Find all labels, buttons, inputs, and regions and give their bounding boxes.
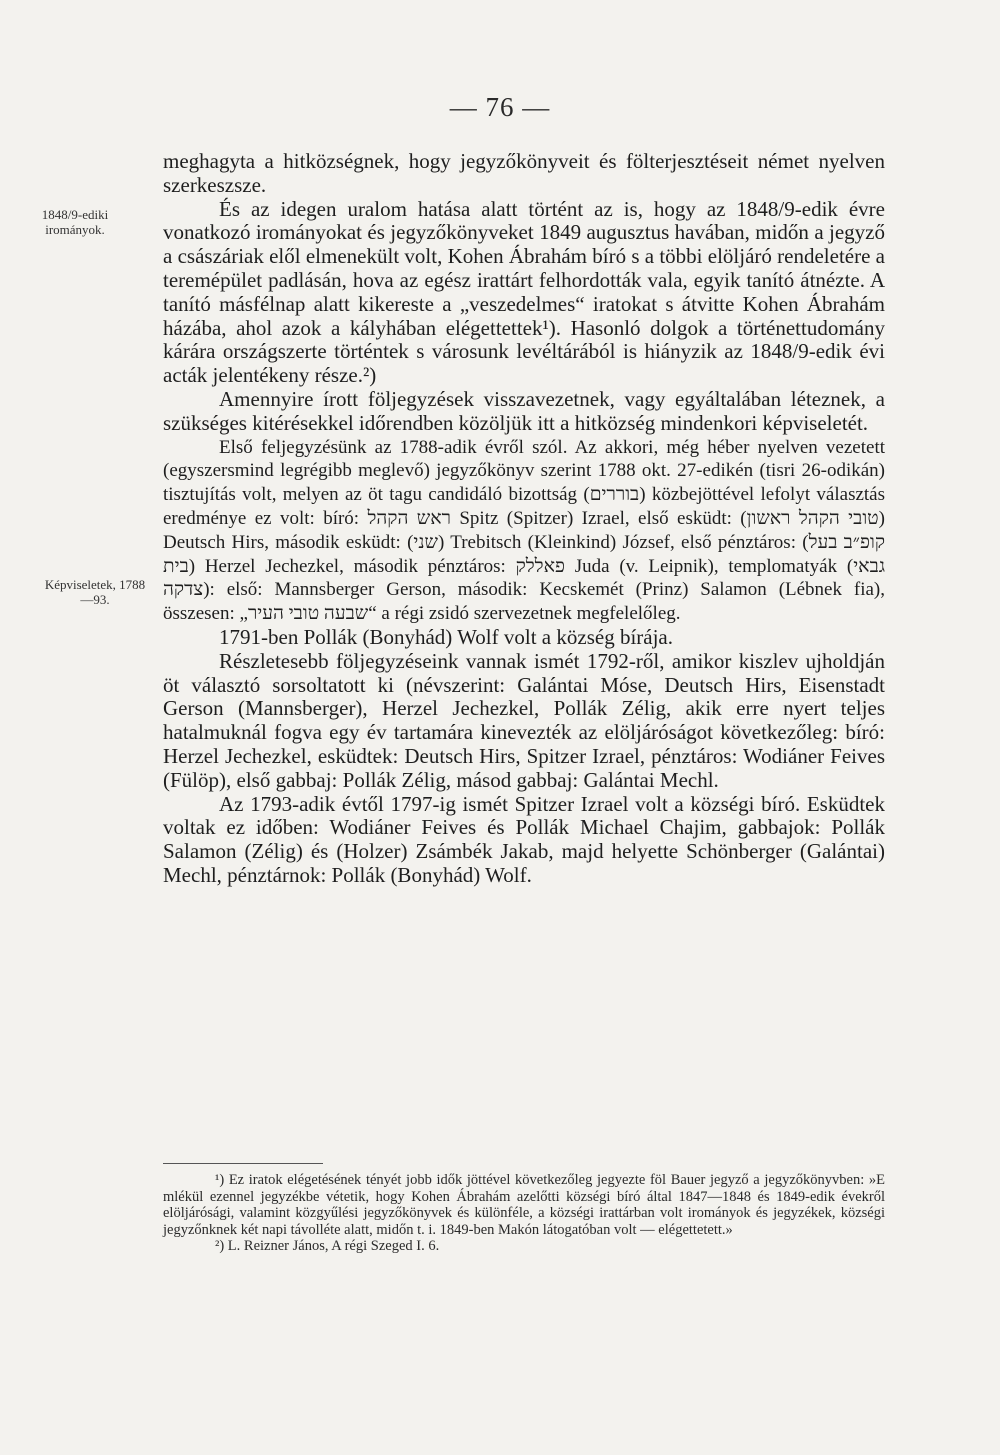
body-text xyxy=(163,150,885,888)
margin-note-kepviseletek: Képviseletek, 1788—93. xyxy=(44,577,146,607)
paragraph: Első feljegyzésünk az 1788-adik évről szól. Az akkori, még héber nyelven vezetett (egyszersmind legrégibb meglevő) jegyzőkönyv szerint 1788 okt. 27-edikén (tisri 26-odikán) tisztujítás volt, melyen az öt tagu candidáló bizottság (בוררים) közbejöttével lefolyt választás eredménye ez volt: bíró: ראש הקהל Spitz (Spitzer) Izrael, első esküdt: (טובי הקהל ראשון) Deutsch Hirs, második esküdt: (שני) Trebitsch (Kleinkind) József, első pénztáros: (קופ״ב בעל בית) Herzel Jechezkel, második pénztáros: פאללק Juda (v. Leipnik), templomatyák (גבאי צדקה): első: Mannsberger Gerson, második: Kecskemét (Prinz) Salamon (Lébnek fia), összesen: „שבעה טובי העיר“ a régi zsidó szervezetnek megfelelőleg. xyxy=(163,436,885,625)
paragraph: És az idegen uralom hatása alatt történt az is, hogy az 1848/9-edik évre vonatkozó irományokat és jegyzőkönyveket 1849 augusztus havában, midőn a jegyző a császáriak elől elmenekült volt, Kohen Ábrahám bíró s a többi elöljáró rendeletére a teremépület padlásán, hova az egész irattárt felhordották vala, egyik tanító átnézte. A tanító másfélnap alatt kikereste a „veszedelmes“ iratokat s átvitte Kohen Ábrahám házába, ahol azok a kályhában elégettettek¹). Hasonló dolgok a történettudomány kárára országszerte történtek s városunk levéltárából is hiányzik az 1848/9-edik évi acták jelentékeny része.²) xyxy=(163,196,885,388)
margin-note-irományok: 1848/9-ediki irományok. xyxy=(41,207,109,237)
paragraph: Részletesebb följegyzéseink vannak ismét 1792-ről, amikor kiszlev ujholdján öt választó sorsoltatott ki (névszerint: Galántai Móse, Deutsch Hirs, Eisenstadt Gerson (Mannsberger), Herzel Jechezkel, Pollák Zélig, akik erre nyert teljes hatalmuknál fogva egy év tartamára kinevezték az elöljáróságot következőleg: bíró: Herzel Jechezkel, esküdtek: Deutsch Hirs, Spitzer Izrael, pénztáros: Wodiáner Feives (Fülöp), első gabbaj: Pollák Zélig, másod gabbaj: Galántai Mechl. xyxy=(163,648,885,792)
page-number: — 76 — xyxy=(449,92,551,122)
paragraph: meghagyta a hitközségnek, hogy jegyzőkönyveit és fölterjesztéseit német nyelven szerkeszsze. xyxy=(163,149,885,197)
footnote: ¹) Ez iratok elégetésének tényét jobb idők jöttével következőleg jegyezte föl Bauer jegyző a jegyzőkönyvben: »E mlékül ezennel jegyzékbe vétetik, hogy Kohen Ábrahám azelőtti községi bíró által 1847—1848 és 1849-edik évekről elöljárósági, valamint közgyűlési jegyzőkönyvek és különféle, a községi irattárban volt irományok és jegyzékek, községi jegyzőnknek két napi távolléte alatt, midőn t. i. 1849-ben Makón látogatóban volt — elégettetett.» xyxy=(163,1172,885,1238)
footnote: ²) L. Reizner János, A régi Szeged I. 6. xyxy=(215,1238,440,1254)
paragraph: Amennyire írott följegyzések visszavezetnek, vagy egyáltalában léteznek, a szükséges kitérésekkel időrendben közöljük itt a hitközség mindenkori képviseletét. xyxy=(163,386,885,435)
footnote-divider xyxy=(163,1163,323,1164)
footnotes xyxy=(163,1172,885,1255)
paragraph: 1791-ben Pollák (Bonyhád) Wolf volt a község bírája. xyxy=(219,624,673,649)
paragraph: Az 1793-adik évtől 1797-ig ismét Spitzer Izrael volt a községi bíró. Esküdtek voltak ez időben: Wodiáner Feives és Pollák Michael Chajim, gabbajok: Pollák Salamon (Zélig) és (Holzer) Zsámbék Jakab, majd helyette Schönberger (Galántai) Mechl, pénztárnok: Pollák (Bonyhád) Wolf. xyxy=(163,791,885,887)
